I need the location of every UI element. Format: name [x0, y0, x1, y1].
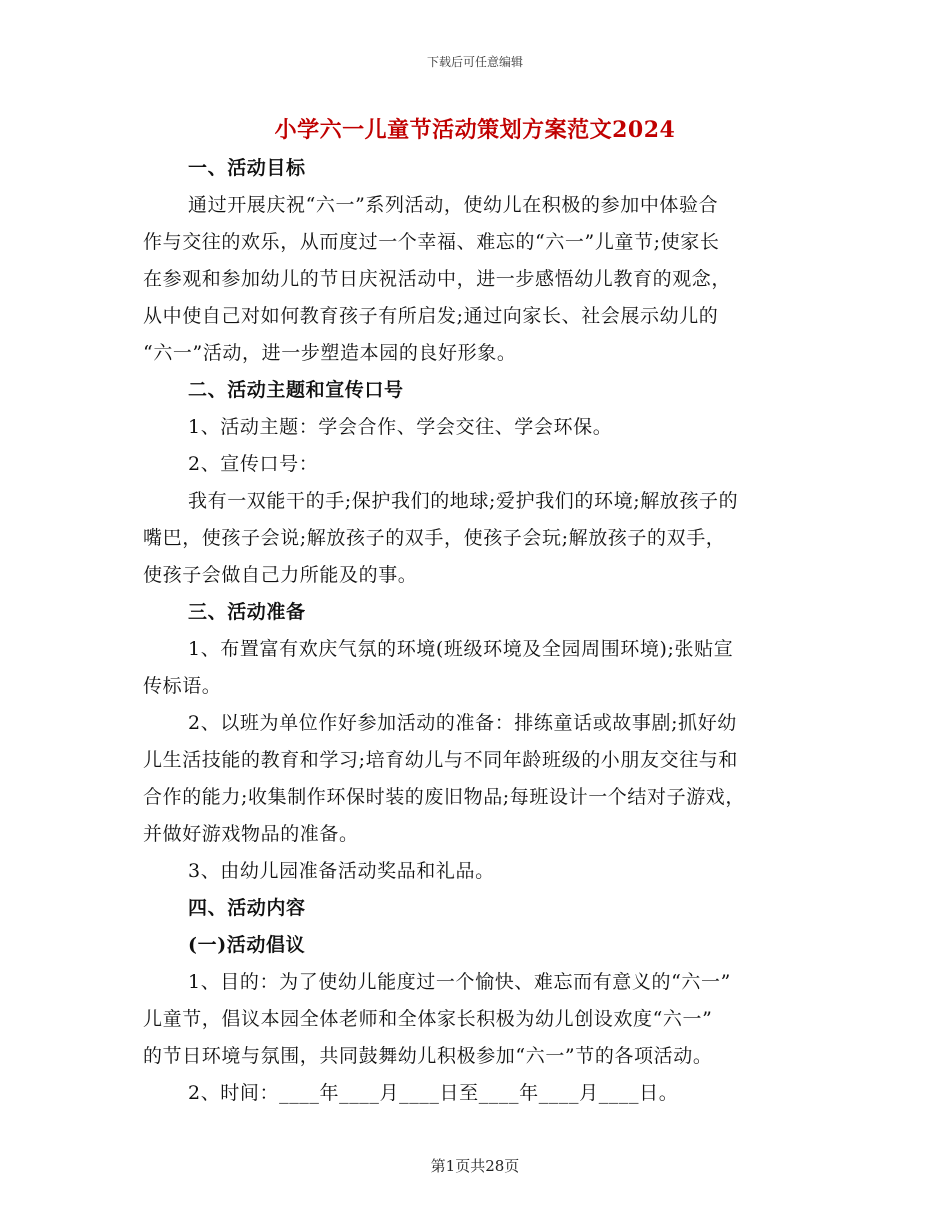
paragraph-line: 嘴巴，使孩子会说;解放孩子的双手，使孩子会玩;解放孩子的双手，	[143, 527, 726, 549]
paragraph-line: 作与交往的欢乐，从而度过一个幸福、难忘的“六一”儿童节;使家长	[143, 231, 720, 253]
paragraph-line: 2、宣传口号：	[188, 453, 319, 475]
paragraph-line: 儿童节，倡议本园全体老师和全体家长积极为幼儿创设欢度“六一”	[143, 1008, 713, 1030]
header-note: 下载后可任意编辑	[426, 55, 523, 69]
section-heading: (一)活动倡议	[188, 934, 306, 956]
paragraph-line: 3、由幼儿园准备活动奖品和礼品。	[188, 860, 495, 882]
paragraph-line: 合作的能力;收集制作环保时装的废旧物品;每班设计一个结对子游戏，	[143, 786, 746, 808]
paragraph-line: 1、目的：为了使幼儿能度过一个愉快、难忘而有意义的“六一”	[188, 971, 731, 993]
paragraph-line: 通过开展庆祝“六一”系列活动，使幼儿在积极的参加中体验合	[188, 194, 719, 216]
paragraph-line: 我有一双能干的手;保护我们的地球;爱护我们的环境;解放孩子的	[188, 490, 739, 512]
paragraph-line: 1、布置富有欢庆气氛的环境(班级环境及全园周围环境);张贴宣	[188, 638, 734, 660]
section-heading: 二、活动主题和宣传口号	[188, 379, 404, 401]
section-heading: 四、活动内容	[188, 897, 306, 919]
paragraph-line: 在参观和参加幼儿的节日庆祝活动中，进一步感悟幼儿教育的观念，	[143, 268, 732, 290]
section-heading: 三、活动准备	[188, 601, 306, 623]
paragraph-line: 1、活动主题：学会合作、学会交往、学会环保。	[188, 416, 613, 438]
paragraph-line: 并做好游戏物品的准备。	[143, 823, 359, 845]
document-body	[143, 150, 808, 1112]
section-heading: 一、活动目标	[188, 157, 306, 179]
paragraph-line: 使孩子会做自己力所能及的事。	[143, 564, 418, 586]
paragraph-line: “六一”活动，进一步塑造本园的良好形象。	[143, 342, 517, 364]
paragraph-line: 的节日环境与氛围，共同鼓舞幼儿积极参加“六一”节的各项活动。	[143, 1045, 713, 1067]
paragraph-line: 传标语。	[143, 675, 222, 697]
page-footer: 第1页共28页	[430, 1157, 520, 1175]
paragraph-line: 从中使自己对如何教育孩子有所启发;通过向家长、社会展示幼儿的	[143, 305, 719, 327]
paragraph-line: 2、以班为单位作好参加活动的准备：排练童话或故事剧;抓好幼	[188, 712, 737, 734]
paragraph-line: 儿生活技能的教育和学习;培育幼儿与不同年龄班级的小朋友交往与和	[143, 749, 739, 771]
page-title: 小学六一儿童节活动策划方案范文2024	[274, 117, 676, 143]
paragraph-line: 2、时间：____年____月____日至____年____月____日。	[188, 1082, 679, 1104]
